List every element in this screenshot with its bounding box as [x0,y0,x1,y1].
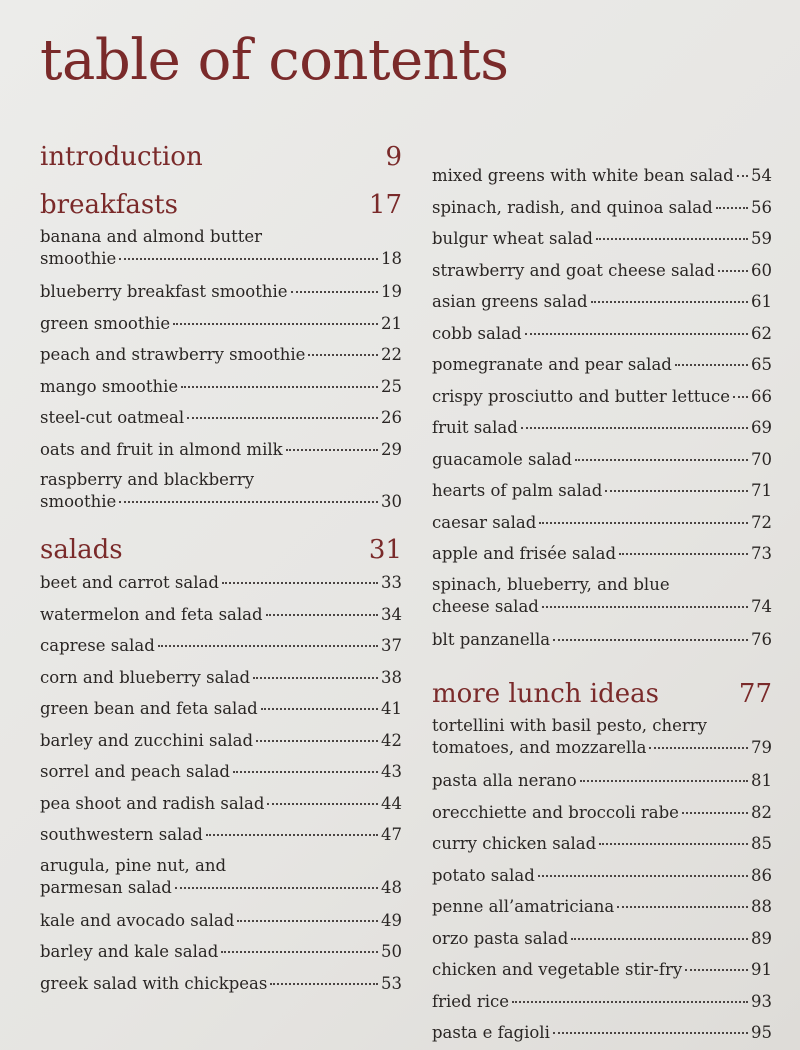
dot-leader [256,740,378,742]
entry-label: apple and frisée salad [432,544,617,563]
entry-label: beet and carrot salad [40,573,219,592]
toc-entry [432,286,772,318]
toc-entry [432,160,772,192]
entry-label: crispy prosciutto and butter lettuce [432,386,730,406]
toc-entry [40,630,402,662]
dot-leader [175,887,378,889]
entry-label: spinach, blueberry, and blue [432,574,670,594]
toc-entry [432,381,772,413]
dot-leader [521,427,748,429]
toc-entry [40,339,402,371]
toc-entry [432,192,772,224]
dot-leader [591,301,748,303]
entry-list [432,711,772,1049]
dot-leader [237,920,378,922]
toc-entry [40,968,402,1000]
entry-label: blt panzanella [432,629,551,649]
entry-page: 43 [381,762,402,781]
toc-entry [40,788,402,820]
toc-entry [432,538,772,570]
entry-label: steel-cut oatmeal [40,408,185,427]
entry-label: fried rice [432,991,510,1011]
dot-leader [512,1001,748,1003]
entry-label: curry chicken salad [432,834,597,853]
entry-label: caesar salad [432,512,537,532]
entry-label: sorrel and peach salad [40,762,230,781]
entry-page: 95 [751,1023,772,1042]
entry-page: 61 [751,292,772,311]
entry-line [432,596,772,618]
entry-label: pomegranate and pear salad [432,355,672,374]
toc-entry [432,1017,772,1049]
entry-label: barley and kale salad [40,942,219,961]
entry-label: blueberry breakfast smoothie [40,282,288,301]
entry-label: potato salad [432,865,535,885]
dot-leader [605,490,748,492]
entry-page: 33 [381,573,402,592]
toc-entry [40,308,402,340]
dot-leader [539,522,748,524]
dot-leader [253,677,378,679]
toc-entry [432,986,772,1018]
entry-page: 71 [751,481,772,500]
entry-label: barley and zucchini salad [40,730,254,750]
entry-label: fruit salad [432,418,518,437]
entry-label: smoothie [40,492,117,511]
entry-label: pasta e fagioli [432,1023,550,1042]
dot-leader [553,1032,748,1034]
section-breakfasts [40,188,402,519]
section-heading [40,533,402,567]
entry-page: 66 [751,386,772,406]
entry-page: 25 [381,376,402,396]
entry-list [40,567,402,999]
entry-label: cobb salad [432,323,522,343]
entry-label: pasta alla nerano [432,771,577,790]
toc-entry [432,891,772,923]
toc-entry [40,434,402,466]
section-more-lunch-ideas [432,677,772,1049]
entry-page: 44 [381,793,402,813]
dot-leader [617,906,748,908]
entry-page: 86 [751,865,772,885]
toc-entry [432,954,772,986]
toc-entry [40,693,402,725]
entry-page: 72 [751,512,772,532]
entry-page: 88 [751,897,772,916]
entry-label: raspberry and blackberry [40,470,255,489]
dot-leader [542,606,748,608]
dot-leader [222,582,378,584]
section-introduction [40,140,402,174]
dot-leader [596,238,748,240]
entry-page: 69 [751,418,772,437]
entry-page: 47 [381,825,402,844]
entry-page: 91 [751,960,772,979]
toc-entry [432,711,772,765]
page-title: table of contents [40,28,509,93]
entry-line [432,737,772,759]
toc-entry [40,371,402,403]
entry-label: peach and strawberry smoothie [40,345,306,364]
entry-label: greek salad with chickpeas [40,973,268,993]
dot-leader [599,843,748,845]
toc-entry [432,860,772,892]
entry-label: chicken and vegetable stir-fry [432,960,683,979]
entry-label: watermelon and feta salad [40,604,263,624]
dot-leader [525,333,748,335]
entry-list [40,222,402,519]
entry-label: guacamole salad [432,449,572,469]
dot-leader [286,449,378,451]
toc-entry [432,444,772,476]
entry-label: smoothie [40,249,117,268]
section-heading [40,188,402,222]
dot-leader [119,501,378,503]
toc-entry [40,465,402,519]
dot-leader [270,983,378,985]
entry-page: 48 [381,877,402,897]
entry-label: tomatoes, and mozzarella [432,738,647,757]
entry-line [40,877,402,899]
toc-entry [432,412,772,444]
entry-page: 93 [751,991,772,1011]
entry-label: parmesan salad [40,877,172,897]
entry-label: pea shoot and radish salad [40,793,265,813]
entry-label: caprese salad [40,636,155,655]
dot-leader [580,780,748,782]
entry-line [432,715,772,737]
toc-entry [432,570,772,624]
entry-label: green bean and feta salad [40,699,258,718]
dot-leader [737,175,748,177]
toc-entry [40,599,402,631]
dot-leader [261,708,378,710]
toc-entry [40,567,402,599]
dot-leader [221,951,378,953]
entry-label: orecchiette and broccoli rabe [432,802,679,822]
entry-page: 18 [381,249,402,268]
dot-leader [173,323,378,325]
toc-entry [40,402,402,434]
section-page: 31 [368,535,402,565]
entry-page: 21 [381,313,402,333]
toc-entry [40,756,402,788]
entry-page: 76 [751,629,772,649]
toc-entry [432,255,772,287]
entry-list [432,160,772,655]
toc-entry [432,223,772,255]
entry-page: 26 [381,408,402,427]
entry-page: 59 [751,229,772,248]
dot-leader [538,875,748,877]
dot-leader [675,364,748,366]
entry-line [40,855,402,877]
entry-page: 70 [751,449,772,469]
entry-page: 74 [751,596,772,616]
toc-entry [432,507,772,539]
entry-page: 81 [751,771,772,790]
entry-page: 65 [751,355,772,374]
entry-page: 73 [751,544,772,563]
section-page: 9 [385,142,402,172]
entry-line [40,248,402,270]
dot-leader [119,258,378,260]
entry-page: 53 [381,973,402,993]
entry-label: penne all’amatriciana [432,897,615,916]
toc-entry [432,828,772,860]
entry-page: 42 [381,730,402,750]
entry-page: 22 [381,345,402,364]
entry-label: hearts of palm salad [432,481,603,500]
dot-leader [181,386,378,388]
toc-entry [432,349,772,381]
entry-label: southwestern salad [40,825,203,844]
entry-label: asian greens salad [432,292,588,311]
toc-entry [432,797,772,829]
entry-label: oats and fruit in almond milk [40,439,283,459]
entry-page: 85 [751,834,772,853]
dot-leader [716,207,748,209]
toc-entry [432,765,772,797]
entry-label: tortellini with basil pesto, cherry [432,716,707,735]
dot-leader [553,639,748,641]
entry-page: 54 [751,166,772,185]
dot-leader [158,645,378,647]
dot-leader [233,771,378,773]
toc-entry [40,276,402,308]
entry-page: 82 [751,802,772,822]
entry-page: 19 [381,282,402,301]
toc-column-left [40,140,402,999]
toc-column-right [432,160,772,1049]
dot-leader [206,834,378,836]
dot-leader [291,291,378,293]
entry-page: 62 [751,323,772,343]
entry-page: 56 [751,197,772,217]
entry-label: corn and blueberry salad [40,667,251,687]
toc-entry [432,923,772,955]
entry-page: 37 [381,636,402,655]
dot-leader [619,553,748,555]
section-heading [432,677,772,711]
dot-leader [685,969,748,971]
toc-entry [40,222,402,276]
toc-entry [40,662,402,694]
entry-line [40,469,402,491]
dot-leader [682,812,748,814]
entry-page: 29 [381,439,402,459]
toc-entry [432,624,772,656]
entry-label: orzo pasta salad [432,928,569,948]
section-title: salads [40,535,123,565]
section-page: 77 [738,679,772,709]
entry-label: spinach, radish, and quinoa salad [432,197,713,217]
entry-label: green smoothie [40,313,171,333]
section-heading [40,140,402,174]
entry-label: banana and almond butter [40,227,263,246]
dot-leader [575,459,748,461]
entry-line [40,226,402,248]
toc-entry [40,725,402,757]
entry-page: 38 [381,667,402,687]
entry-label: mixed greens with white bean salad [432,166,734,185]
dot-leader [718,270,748,272]
toc-entry [432,318,772,350]
section-title: more lunch ideas [432,679,659,709]
entry-label: strawberry and goat cheese salad [432,260,715,280]
entry-page: 60 [751,260,772,280]
dot-leader [571,938,748,940]
dot-leader [308,354,378,356]
section-page: 17 [368,190,402,220]
toc-entry [432,475,772,507]
section-title: introduction [40,142,203,172]
section-title: breakfasts [40,190,178,220]
section-salads [40,533,402,999]
dot-leader [649,747,748,749]
entry-page: 89 [751,928,772,948]
entry-label: mango smoothie [40,376,179,396]
entry-page: 41 [381,699,402,718]
entry-line [40,491,402,513]
toc-entry [40,936,402,968]
dot-leader [733,396,748,398]
entry-page: 50 [381,942,402,961]
entry-page: 34 [381,604,402,624]
toc-entry [40,819,402,851]
entry-label: bulgur wheat salad [432,229,593,248]
dot-leader [266,614,378,616]
entry-page: 49 [381,910,402,930]
entry-label: arugula, pine nut, and [40,855,227,875]
toc-entry [40,905,402,937]
entry-page: 79 [751,738,772,757]
entry-page: 30 [381,492,402,511]
entry-label: kale and avocado salad [40,910,235,930]
entry-label: cheese salad [432,596,539,616]
toc-entry [40,851,402,905]
entry-line [432,574,772,596]
dot-leader [187,417,378,419]
dot-leader [267,803,378,805]
